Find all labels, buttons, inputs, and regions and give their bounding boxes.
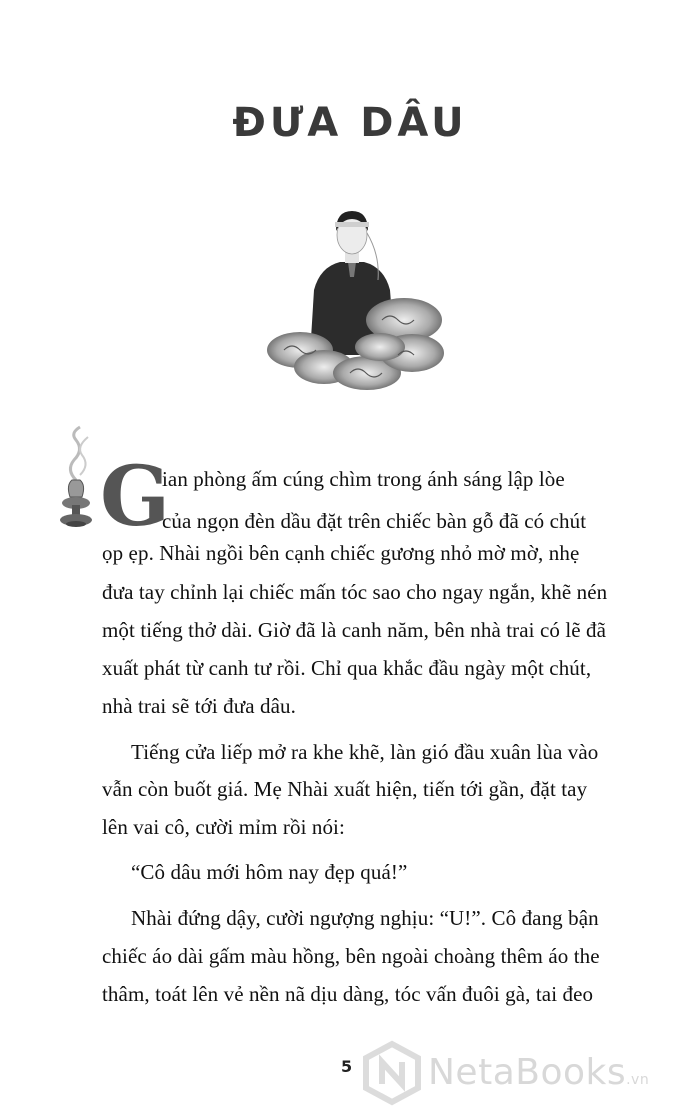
text-line: thâm, toát lên vẻ nền nã dịu dàng, tóc vấn đuôi gà, tai đeo xyxy=(102,982,594,1006)
text-line: “Cô dâu mới hôm nay đẹp quá!” xyxy=(131,860,408,884)
text-line: nhà trai sẽ tới đưa dâu. xyxy=(102,694,296,718)
bride-illustration xyxy=(262,205,452,400)
text-line: vẫn còn buốt giá. Mẹ Nhài xuất hiện, tiến tới gần, đặt tay xyxy=(102,777,588,801)
watermark-text: NetaBooks.vn xyxy=(428,1052,650,1093)
text-line: Nhài đứng dậy, cười ngượng nghịu: “U!”. Cô đang bận xyxy=(131,906,599,930)
text-line: Tiếng cửa liếp mở ra khe khẽ, làn gió đầu xuân lùa vào xyxy=(131,740,599,764)
drop-cap: G xyxy=(100,449,171,545)
text-line: ọp ẹp. Nhài ngồi bên cạnh chiếc gương nhỏ mờ mờ, nhẹ xyxy=(102,541,580,565)
text-line: đưa tay chỉnh lại chiếc mấn tóc sao cho ngay ngắn, khẽ nén xyxy=(102,580,608,604)
page-number: 5 xyxy=(341,1057,353,1076)
text-line: lên vai cô, cười mỉm rồi nói: xyxy=(102,815,345,839)
text-line: ian phòng ấm cúng chìm trong ánh sáng lập lòe xyxy=(162,467,565,491)
text-line: xuất phát từ canh tư rồi. Chỉ qua khắc đầu ngày một chút, xyxy=(102,656,592,680)
text-line: của ngọn đèn dầu đặt trên chiếc bàn gỗ đã có chút xyxy=(162,509,587,533)
text-line: chiếc áo dài gấm màu hồng, bên ngoài choàng thêm áo the xyxy=(102,944,600,968)
chapter-title: ĐƯA DÂU xyxy=(232,100,468,146)
text-line: một tiếng thở dài. Giờ đã là canh năm, bên nhà trai có lẽ đã xyxy=(102,618,607,642)
oil-lamp-icon xyxy=(46,425,106,530)
